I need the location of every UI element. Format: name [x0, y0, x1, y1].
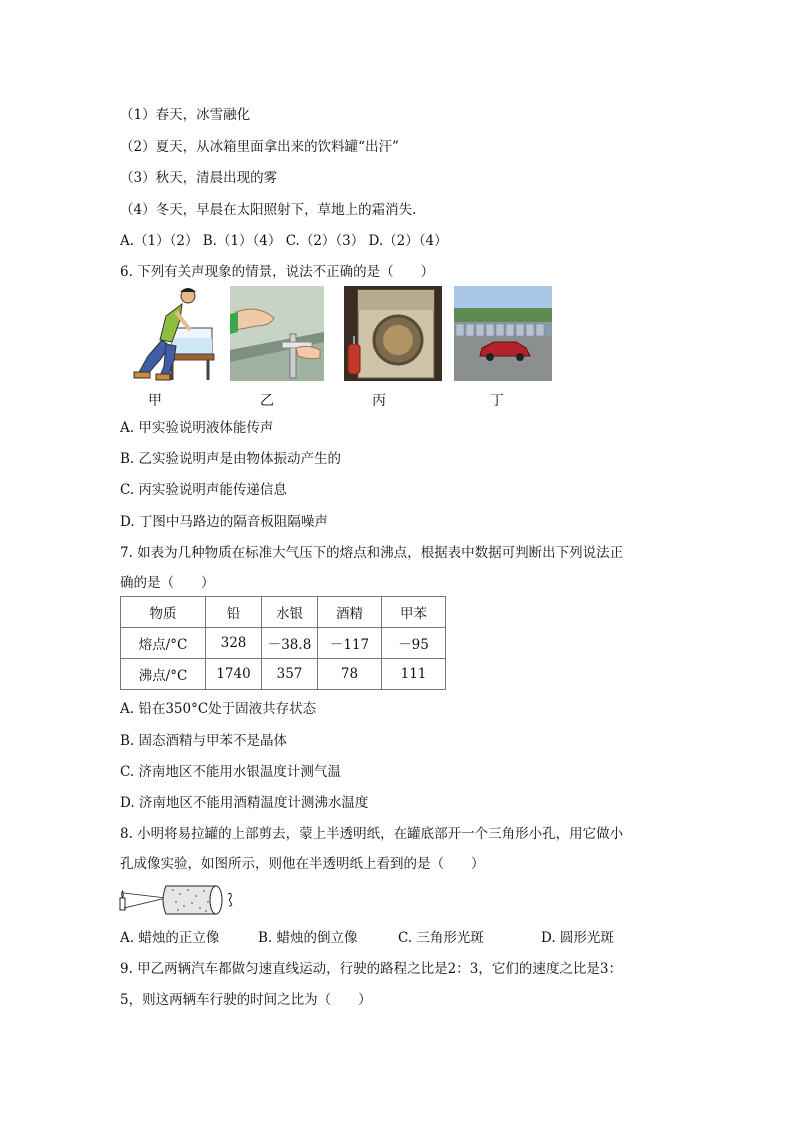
caption-ding: 丁 — [490, 393, 504, 409]
q7-option-b: B. 固态酒精与甲苯不是晶体 — [120, 733, 288, 749]
q7-stem-line2: 确的是（ ） — [120, 575, 215, 591]
q8-options — [120, 926, 614, 946]
q7-option-a: A. 铅在350°C处于固液共存状态 — [120, 701, 317, 717]
q5-item-4: （4）冬天，早晨在太阳照射下，草地上的霜消失. — [120, 202, 417, 218]
q7-option-c: C. 济南地区不能用水银温度计测气温 — [120, 764, 341, 780]
q6-stem: 6. 下列有关声现象的情景，说法不正确的是（ ） — [120, 264, 435, 280]
table-row — [121, 659, 446, 690]
q5-item-1: （1）春天，冰雪融化 — [120, 107, 251, 123]
q5-item-2: （2）夏天，从冰箱里面拿出来的饮料罐“出汗” — [120, 139, 399, 155]
table-cell: 沸点/°C — [121, 659, 206, 690]
q8-option-b: B. 蜡烛的倒立像 — [258, 930, 358, 946]
table-row — [121, 628, 446, 659]
table-cell: －95 — [382, 628, 446, 659]
caption-yi: 乙 — [260, 393, 274, 409]
table-cell: 111 — [382, 659, 446, 690]
table-header-cell: 甲苯 — [382, 597, 446, 628]
q5-item-3: （3）秋天，清晨出现的雾 — [120, 170, 278, 186]
table-cell: 328 — [206, 628, 262, 659]
figure-bing-illustration — [344, 286, 442, 381]
table-cell: －38.8 — [262, 628, 318, 659]
q8-stem-line2: 孔成像实验，如图所示，则他在半透明纸上看到的是（ ） — [120, 856, 485, 872]
table-cell: 1740 — [206, 659, 262, 690]
q5-options: A.（1）（2） B.（1）（4） C.（2）（3） D.（2）（4） — [120, 233, 448, 249]
q8-stem-line1: 8. 小明将易拉罐的上部剪去，蒙上半透明纸，在罐底部开一个三角形小孔，用它做小 — [120, 826, 624, 842]
figure-yi-illustration — [230, 286, 324, 381]
q6-option-b: B. 乙实验说明声是由物体振动产生的 — [120, 451, 342, 467]
q9-stem-line1: 9. 甲乙两辆汽车都做匀速直线运动，行驶的路程之比是2：3，它们的速度之比是3： — [120, 961, 622, 977]
table-header-row — [121, 597, 446, 628]
melting-boiling-table — [120, 596, 446, 690]
caption-jia: 甲 — [148, 393, 162, 409]
q7-option-d: D. 济南地区不能用酒精温度计测沸水温度 — [120, 795, 369, 811]
q6-option-a: A. 甲实验说明液体能传声 — [120, 420, 274, 436]
table-header-cell: 铅 — [206, 597, 262, 628]
caption-bing: 丙 — [372, 393, 386, 409]
table-header-cell: 物质 — [121, 597, 206, 628]
q9-stem-line2: 5，则这两辆车行驶的时间之比为（ ） — [120, 992, 372, 1008]
table-header-cell: 酒精 — [318, 597, 382, 628]
figure-jia-illustration — [120, 286, 218, 382]
q8-option-d: D. 圆形光斑 — [541, 930, 614, 946]
figure-ding-illustration — [454, 286, 552, 381]
table-cell: 熔点/°C — [121, 628, 206, 659]
q8-option-a: A. 蜡烛的正立像 — [120, 930, 220, 946]
q6-option-d: D. 丁图中马路边的隔音板阻隔噪声 — [120, 514, 328, 530]
q6-option-c: C. 丙实验说明声能传递信息 — [120, 482, 287, 498]
q8-option-c: C. 三角形光斑 — [398, 930, 484, 946]
pinhole-camera-diagram — [118, 878, 236, 918]
table-header-cell: 水银 — [262, 597, 318, 628]
q7-stem-line1: 7. 如表为几种物质在标准大气压下的熔点和沸点，根据表中数据可判断出下列说法正 — [120, 545, 624, 561]
table-cell: －117 — [318, 628, 382, 659]
table-cell: 357 — [262, 659, 318, 690]
table-cell: 78 — [318, 659, 382, 690]
